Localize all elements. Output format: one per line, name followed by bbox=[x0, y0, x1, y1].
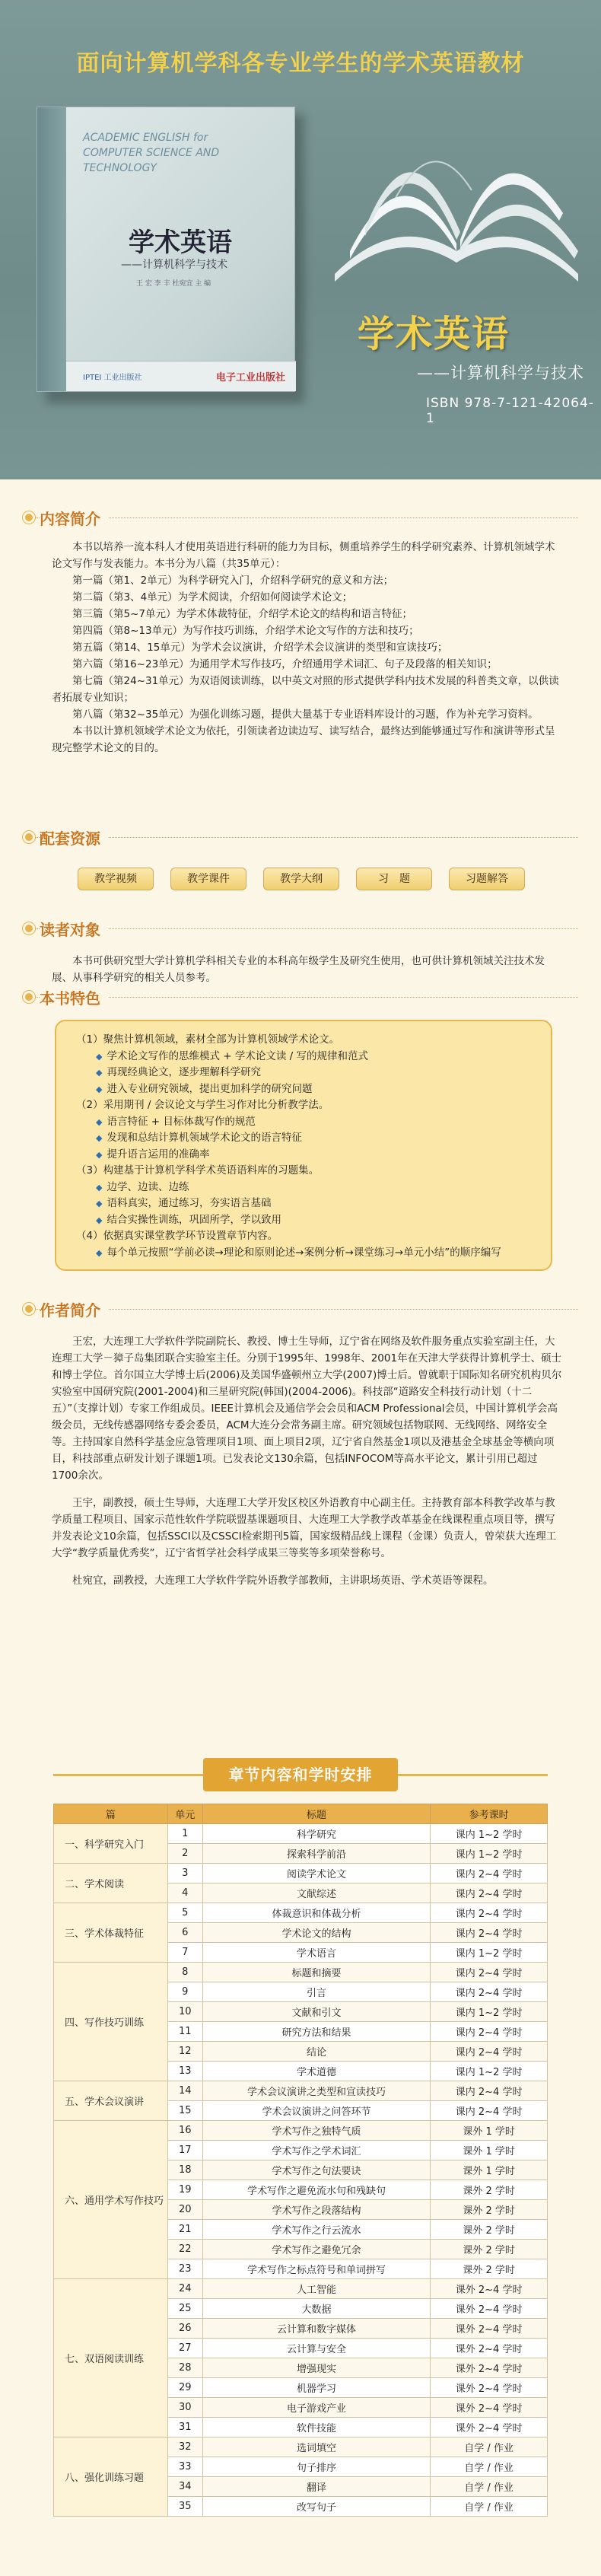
hours-cell: 课内 2~4 学时 bbox=[431, 2081, 548, 2101]
hours-cell: 课内 2~4 学时 bbox=[431, 1903, 548, 1923]
hours-cell: 课内 1~2 学时 bbox=[431, 1943, 548, 1963]
author-paragraph: 王宇，副教授，硕士生导师，大连理工大学开发区校区外语教育中心副主任。主持教育部本科教学改革与教学质量工程项目、国家示范性软件学院联盟基课题项目、大连理工大学教学改革基金在线课程重点项目等，撰写并发表论文10余篇，包括SSCI以及CSSCI检索期刊5篇，国家级精品线上课程（金课）负责人，曾荣获大连理工大学“教学质量优秀奖”，辽宁省哲学社会科学成果三等奖等多项荣誉称号。 bbox=[52, 1497, 557, 1559]
authors-text bbox=[52, 1333, 563, 1589]
table-row bbox=[54, 2081, 548, 2101]
book-authors: 王 宏 李 丰 杜宛宜 主 编 bbox=[136, 280, 211, 288]
hours-cell: 课外 2 学时 bbox=[431, 2180, 548, 2200]
title-cell: 选词填空 bbox=[202, 2437, 430, 2457]
unit-cell: 17 bbox=[167, 2141, 202, 2160]
diamond-icon: ◆ bbox=[96, 1084, 103, 1094]
unit-cell: 15 bbox=[167, 2101, 202, 2121]
title-cell: 句子排序 bbox=[202, 2457, 430, 2477]
table-row bbox=[54, 2121, 548, 2141]
part-name-cell: 二、学术阅读 bbox=[54, 1864, 168, 1903]
title-cell: 学术写作之行云流水 bbox=[202, 2220, 430, 2240]
section-authors-heading: 作者简介 bbox=[0, 1294, 601, 1324]
title-cell: 学术写作之标点符号和单词拼写 bbox=[202, 2259, 430, 2279]
unit-cell: 5 bbox=[167, 1903, 202, 1923]
hours-cell: 课内 2~4 学时 bbox=[431, 1982, 548, 2002]
schedule-table bbox=[53, 1804, 548, 2517]
circle-dot-icon bbox=[23, 511, 35, 524]
feature-subitem: ◆ 结合实操性训练，巩固所学，学以致用 bbox=[96, 1213, 281, 1226]
intro-paragraph: 第五篇（第14、15单元）为学术会议演讲，介绍学术会议演讲的类型和宣读技巧； bbox=[72, 642, 448, 654]
audience-text: 本书可供研究型大学计算机学科相关专业的本科高年级学生及研究生使用，也可供计算机领域关注技术发展、从事科学研究的相关人员参考。 bbox=[52, 955, 545, 984]
features-box bbox=[55, 1020, 552, 1271]
unit-cell: 22 bbox=[167, 2240, 202, 2259]
unit-cell: 13 bbox=[167, 2062, 202, 2081]
header-part: 篇 bbox=[54, 1804, 168, 1824]
banner-title: 面向计算机学科各专业学生的学术英语教材 bbox=[76, 50, 525, 77]
unit-cell: 6 bbox=[167, 1923, 202, 1943]
hours-cell: 课外 2~4 学时 bbox=[431, 2398, 548, 2418]
hours-cell: 课外 2~4 学时 bbox=[431, 2339, 548, 2358]
resource-button-answers[interactable]: 习题解答 bbox=[449, 868, 525, 890]
feature-subitem: ◆ 再现经典论文，逐步理解科学研究 bbox=[96, 1066, 261, 1078]
intro-paragraph: 第六篇（第16~23单元）为通用学术写作技巧，介绍通用学术词汇、句子及段落的相关知识； bbox=[72, 658, 498, 670]
title-cell: 增强现实 bbox=[202, 2358, 430, 2378]
author-paragraph: 王宏，大连理工大学软件学院副院长、教授、博士生导师，辽宁省在网络及软件服务重点实验室副主任，大连理工大学－獐子岛集团联合实验室主任。分别于1995年、1998年、2001年在天津大学获得计算机学士、硕士和博士学位。首尔国立大学博士后(2006)及美国华盛顿州立大学(2007)博士后。曾就职于国际知名研究机构贝尔实验室中国研究院(2001-2004)和三星研究院(韩国)(2004-2006)。科技部“道路安全科技行动计划（十二五）”（支撑计划）专家工作组成员。IEEE计算机会及通信学会会员和ACM Professional会员，中国计算机学会高级会员，无线传感器网络专委会委员，ACM大连分会常务副主席。研究领域包括物联网、无线网络、网络安全等。主持国家自然科学基金应急管理项目1项、面上项目2项，辽宁省自然基金1项以及港基金全球基金等横向项目，科技部重点研发计划子课题1项。已发表论文130余篇，包括INFOCOM等高水平论文，累计引用已超过1700余次。 bbox=[52, 1336, 562, 1482]
unit-cell: 31 bbox=[167, 2418, 202, 2437]
hours-cell: 课外 2~4 学时 bbox=[431, 2319, 548, 2339]
header-unit: 单元 bbox=[167, 1804, 202, 1824]
feature-item: （4）依据真实课堂教学环节设置章节内容。 bbox=[76, 1230, 278, 1242]
hours-cell: 课内 2~4 学时 bbox=[431, 1864, 548, 1883]
feature-subitem: ◆ 提升语言运用的准确率 bbox=[96, 1148, 210, 1161]
unit-cell: 11 bbox=[167, 2022, 202, 2042]
hours-cell: 课外 2~4 学时 bbox=[431, 2378, 548, 2398]
circle-dot-icon bbox=[23, 991, 35, 1003]
title-cell: 大数据 bbox=[202, 2299, 430, 2319]
feature-subitem: ◆ 学术论文写作的思维模式 + 学术论文读 / 写的规律和范式 bbox=[96, 1049, 368, 1062]
unit-cell: 19 bbox=[167, 2180, 202, 2200]
hours-cell: 课内 1~2 学时 bbox=[431, 1844, 548, 1864]
unit-cell: 10 bbox=[167, 2002, 202, 2022]
title-cell: 学术论文的结构 bbox=[202, 1923, 430, 1943]
diamond-icon: ◆ bbox=[96, 1215, 103, 1225]
unit-cell: 9 bbox=[167, 1982, 202, 2002]
unit-cell: 12 bbox=[167, 2042, 202, 2062]
hours-cell: 课外 2 学时 bbox=[431, 2240, 548, 2259]
hours-cell: 自学 / 作业 bbox=[431, 2477, 548, 2497]
section-features-heading: 本书特色 bbox=[0, 982, 601, 1012]
part-name-cell: 四、写作技巧训练 bbox=[54, 1963, 168, 2081]
title-cell: 探索科学前沿 bbox=[202, 1844, 430, 1864]
feature-subitem: ◆ 语料真实，通过练习，夯实语言基础 bbox=[96, 1197, 272, 1209]
hours-cell: 课外 2 学时 bbox=[431, 2200, 548, 2220]
hours-cell: 课内 1~2 学时 bbox=[431, 2002, 548, 2022]
intro-paragraph: 第七篇（第24~31单元）为双语阅读训练，以中英文对照的形式提供学科内技术发展的科普类文章，以供读者拓展专业知识； bbox=[52, 675, 559, 704]
feature-item: （3）构建基于计算机学科学术英语语料库的习题集。 bbox=[76, 1164, 320, 1177]
unit-cell: 21 bbox=[167, 2220, 202, 2240]
title-cell: 学术道德 bbox=[202, 2062, 430, 2081]
feature-item: （2）采用期刊 / 会议论文与学生习作对比分析教学法。 bbox=[76, 1099, 329, 1111]
unit-cell: 32 bbox=[167, 2437, 202, 2457]
banner bbox=[0, 0, 601, 479]
title-cell: 标题和摘要 bbox=[202, 1963, 430, 1982]
unit-cell: 23 bbox=[167, 2259, 202, 2279]
hours-cell: 课外 1 学时 bbox=[431, 2141, 548, 2160]
hours-cell: 课内 2~4 学时 bbox=[431, 2101, 548, 2121]
schedule-title-bar bbox=[53, 1758, 548, 1791]
diamond-icon: ◆ bbox=[96, 1247, 103, 1258]
diamond-icon: ◆ bbox=[96, 1068, 103, 1078]
hours-cell: 课内 2~4 学时 bbox=[431, 1883, 548, 1903]
unit-cell: 1 bbox=[167, 1824, 202, 1844]
title-cell: 学术会议演讲之问答环节 bbox=[202, 2101, 430, 2121]
book-english-title: ACADEMIC ENGLISH for COMPUTER SCIENCE AND TECHNOLOGY bbox=[83, 132, 220, 174]
unit-cell: 14 bbox=[167, 2081, 202, 2101]
table-row bbox=[54, 1864, 548, 1883]
hours-cell: 课外 2 学时 bbox=[431, 2259, 548, 2279]
unit-cell: 8 bbox=[167, 1963, 202, 1982]
book-publisher-strip bbox=[66, 361, 296, 391]
title-cell: 人工智能 bbox=[202, 2279, 430, 2299]
part-name-cell: 八、强化训练习题 bbox=[54, 2437, 168, 2517]
unit-cell: 16 bbox=[167, 2121, 202, 2141]
title-cell: 云计算与安全 bbox=[202, 2339, 430, 2358]
title-cell: 学术写作之避免流水句和残缺句 bbox=[202, 2180, 430, 2200]
title-cell: 学术写作之避免冗余 bbox=[202, 2240, 430, 2259]
title-cell: 软件技能 bbox=[202, 2418, 430, 2437]
hours-cell: 课外 2~4 学时 bbox=[431, 2418, 548, 2437]
hours-cell: 自学 / 作业 bbox=[431, 2457, 548, 2477]
unit-cell: 7 bbox=[167, 1943, 202, 1963]
hours-cell: 课外 2~4 学时 bbox=[431, 2299, 548, 2319]
circle-dot-icon bbox=[23, 922, 35, 935]
intro-paragraph: 第八篇（第32~35单元）为强化训练习题，提供大量基于专业语料库设计的习题，作为补充学习资料。 bbox=[72, 708, 539, 721]
unit-cell: 2 bbox=[167, 1844, 202, 1864]
section-intro-heading: 内容简介 bbox=[0, 502, 601, 533]
part-name-cell: 五、学术会议演讲 bbox=[54, 2081, 168, 2121]
diamond-icon: ◆ bbox=[96, 1133, 103, 1143]
table-row bbox=[54, 1903, 548, 1923]
resource-button-video[interactable]: 教学视频 bbox=[78, 868, 154, 890]
title-cell: 阅读学术论文 bbox=[202, 1864, 430, 1883]
intro-paragraph: 本书以培养一流本科人才使用英语进行科研的能力为目标，侧重培养学生的科学研究素养、计算机领域学术论文写作与发表能力。本书分为八篇（共35单元）： bbox=[52, 541, 555, 570]
hours-cell: 课内 2~4 学时 bbox=[431, 1923, 548, 1943]
unit-cell: 20 bbox=[167, 2200, 202, 2220]
hours-cell: 课外 2 学时 bbox=[431, 2220, 548, 2240]
section-audience-heading: 读者对象 bbox=[0, 913, 601, 944]
hours-cell: 自学 / 作业 bbox=[431, 2497, 548, 2517]
title-cell: 云计算和数字媒体 bbox=[202, 2319, 430, 2339]
hours-cell: 课外 1 学时 bbox=[431, 2121, 548, 2141]
banner-big-title: 学术英语 bbox=[358, 313, 510, 355]
title-cell: 学术会议演讲之类型和宣读技巧 bbox=[202, 2081, 430, 2101]
unit-cell: 34 bbox=[167, 2477, 202, 2497]
title-cell: 学术写作之句法要诀 bbox=[202, 2160, 430, 2180]
unit-cell: 28 bbox=[167, 2358, 202, 2378]
unit-cell: 35 bbox=[167, 2497, 202, 2517]
unit-cell: 33 bbox=[167, 2457, 202, 2477]
banner-big-subtitle: ——计算机科学与技术 bbox=[417, 364, 584, 382]
unit-cell: 30 bbox=[167, 2398, 202, 2418]
hours-cell: 课内 2~4 学时 bbox=[431, 1963, 548, 1982]
title-cell: 结论 bbox=[202, 2042, 430, 2062]
diamond-icon: ◆ bbox=[96, 1182, 103, 1192]
unit-cell: 24 bbox=[167, 2279, 202, 2299]
unit-cell: 26 bbox=[167, 2319, 202, 2339]
intro-text bbox=[52, 539, 563, 756]
table-row bbox=[54, 2279, 548, 2299]
title-cell: 体裁意识和体裁分析 bbox=[202, 1903, 430, 1923]
schedule-title: 章节内容和学时安排 bbox=[203, 1758, 398, 1791]
table-row bbox=[54, 1824, 548, 1844]
unit-cell: 29 bbox=[167, 2378, 202, 2398]
resource-button-slides[interactable]: 教学课件 bbox=[170, 868, 246, 890]
hours-cell: 课外 2~4 学时 bbox=[431, 2279, 548, 2299]
hours-cell: 课外 1 学时 bbox=[431, 2160, 548, 2180]
circle-dot-icon bbox=[23, 1303, 35, 1315]
unit-cell: 25 bbox=[167, 2299, 202, 2319]
title-cell: 机器学习 bbox=[202, 2378, 430, 2398]
title-cell: 翻译 bbox=[202, 2477, 430, 2497]
unit-cell: 27 bbox=[167, 2339, 202, 2358]
book-chinese-title: 学术英语 bbox=[129, 228, 232, 258]
title-cell: 研究方法和结果 bbox=[202, 2022, 430, 2042]
header-hours: 参考课时 bbox=[431, 1804, 548, 1824]
feature-subitem: ◆ 语言特征 + 目标体裁写作的规范 bbox=[96, 1115, 256, 1128]
isbn: ISBN 978-7-121-42064-1 bbox=[426, 396, 594, 426]
diamond-icon: ◆ bbox=[96, 1199, 103, 1208]
title-cell: 改写句子 bbox=[202, 2497, 430, 2517]
part-name-cell: 七、双语阅读训练 bbox=[54, 2279, 168, 2437]
unit-cell: 3 bbox=[167, 1864, 202, 1883]
header-title: 标题 bbox=[202, 1804, 430, 1824]
intro-paragraph: 第三篇（第5~7单元）为学术体裁特征，介绍学术论文的结构和语言特征； bbox=[72, 608, 412, 620]
table-row bbox=[54, 2437, 548, 2457]
publisher-logo-right: 电子工业出版社 bbox=[215, 372, 285, 384]
hours-cell: 自学 / 作业 bbox=[431, 2437, 548, 2457]
book-subtitle: ——计算机科学与技术 bbox=[121, 259, 227, 271]
open-book-pages-illustration bbox=[320, 99, 593, 289]
feature-item: （1）聚焦计算机领域，素材全部为计算机领域学术论文。 bbox=[76, 1033, 340, 1046]
hours-cell: 课内 2~4 学时 bbox=[431, 2022, 548, 2042]
title-cell: 学术写作之学术词汇 bbox=[202, 2141, 430, 2160]
title-cell: 文献和引文 bbox=[202, 2002, 430, 2022]
intro-paragraph: 第一篇（第1、2单元）为科学研究入门，介绍科学研究的意义和方法； bbox=[72, 575, 394, 587]
title-cell: 电子游戏产业 bbox=[202, 2398, 430, 2418]
hours-cell: 课内 1~2 学时 bbox=[431, 1824, 548, 1844]
circle-dot-icon bbox=[23, 831, 35, 843]
title-cell: 学术写作之段落结构 bbox=[202, 2200, 430, 2220]
section-resources-heading: 配套资源 bbox=[0, 822, 601, 852]
unit-cell: 4 bbox=[167, 1883, 202, 1903]
resource-button-exercises[interactable]: 习 题 bbox=[356, 868, 432, 890]
intro-paragraph: 本书以计算机领域学术论文为依托，引领读者边读边写、读写结合，最终达到能够通过写作和演讲等形式呈现完整学术论文的目的。 bbox=[52, 725, 555, 754]
schedule-header-row bbox=[54, 1804, 548, 1824]
diamond-icon: ◆ bbox=[96, 1116, 103, 1127]
feature-subitem: ◆ 进入专业研究领域，提出更加科学的研究问题 bbox=[96, 1082, 313, 1095]
title-cell: 科学研究 bbox=[202, 1824, 430, 1844]
part-name-cell: 一、科学研究入门 bbox=[54, 1824, 168, 1864]
title-cell: 引言 bbox=[202, 1982, 430, 2002]
title-cell: 学术语言 bbox=[202, 1943, 430, 1963]
title-cell: 学术写作之独特气质 bbox=[202, 2121, 430, 2141]
diamond-icon: ◆ bbox=[96, 1051, 103, 1062]
feature-subitem: ◆ 每个单元按照“学前必读→理论和原则论述→案例分析→课堂练习→单元小结”的顺序编写 bbox=[96, 1246, 501, 1259]
intro-paragraph: 第二篇（第3、4单元）为学术阅读，介绍如何阅读学术论文； bbox=[72, 591, 353, 603]
hours-cell: 课内 2~4 学时 bbox=[431, 2042, 548, 2062]
hours-cell: 课内 1~2 学时 bbox=[431, 2062, 548, 2081]
feature-subitem: ◆ 发现和总结计算机领域学术论文的语言特征 bbox=[96, 1132, 302, 1144]
table-row bbox=[54, 1963, 548, 1982]
diamond-icon: ◆ bbox=[96, 1149, 103, 1160]
author-paragraph: 杜宛宜，副教授，大连理工大学软件学院外语教学部教师，主讲职场英语、学术英语等课程。 bbox=[72, 1575, 494, 1587]
book-spine bbox=[37, 107, 66, 391]
unit-cell: 18 bbox=[167, 2160, 202, 2180]
part-name-cell: 三、学术体裁特征 bbox=[54, 1903, 168, 1963]
intro-paragraph: 第四篇（第8~13单元）为写作技巧训练，介绍学术论文写作的方法和技巧； bbox=[72, 625, 419, 637]
hours-cell: 课外 2~4 学时 bbox=[431, 2358, 548, 2378]
feature-subitem: ◆ 边学、边读、边练 bbox=[96, 1180, 189, 1193]
book-cover bbox=[37, 107, 295, 392]
resource-button-syllabus[interactable]: 教学大纲 bbox=[263, 868, 339, 890]
publisher-logo-left: IPTEI 工业出版社 bbox=[83, 374, 142, 382]
title-cell: 文献综述 bbox=[202, 1883, 430, 1903]
part-name-cell: 六、通用学术写作技巧 bbox=[54, 2121, 168, 2279]
